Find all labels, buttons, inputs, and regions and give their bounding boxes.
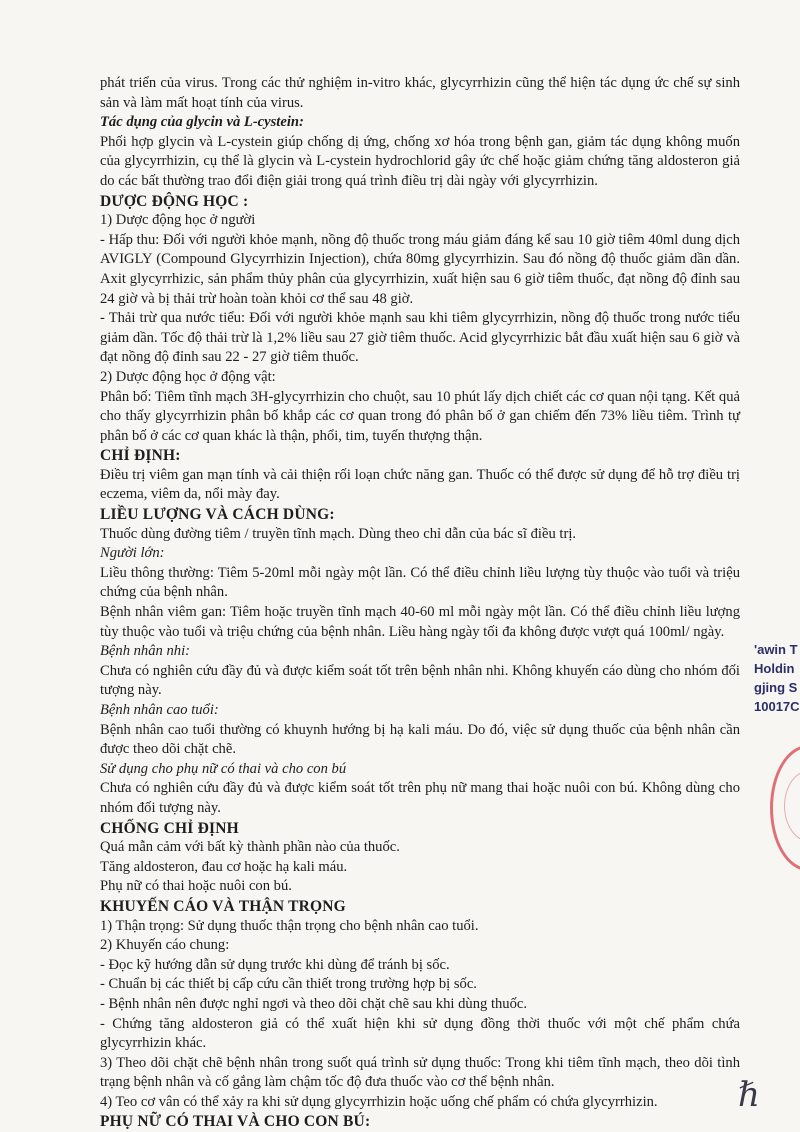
side-text-line: 10017C — [754, 699, 800, 714]
paragraph: Tăng aldosteron, đau cơ hoặc hạ kali máu. — [100, 858, 348, 875]
document-body — [100, 74, 740, 1132]
side-text-line: 'awin T — [754, 642, 798, 657]
paragraph: Điều trị viêm gan mạn tính và cải thiện rối loạn chức năng gan. Thuốc có thể được sử dụng để hỗ trợ điều trị eczema, viêm da, nổi mày đay. — [100, 466, 740, 503]
paragraph: Chưa có nghiên cứu đầy đủ và được kiểm soát tốt trên phụ nữ mang thai hoặc nuôi con bú. Không dùng cho nhóm đối tượng này. — [100, 780, 740, 816]
section-heading: DƯỢC ĐỘNG HỌC : — [100, 192, 249, 210]
paragraph: 2) Dược động học ở động vật: — [100, 368, 276, 385]
paragraph: Quá mẫn cảm với bất kỳ thành phần nào của thuốc. — [100, 839, 400, 856]
paragraph: Phối hợp glycin và L-cystein giúp chống dị ứng, chống xơ hóa trong bệnh gan, giảm tác dụng không muốn của glycyrrhizin, cụ thể là glycin và L-cystein hydrochlorid gây ức chế hoặc giảm chứng tăng aldosteron giả do các bất thường trao đổi điện giải trong quá trình điều trị dài ngày với glycyrrhizin. — [100, 133, 740, 189]
side-text-line: gjing S — [754, 680, 798, 695]
paragraph: 3) Theo dõi chặt chẽ bệnh nhân trong suốt quá trình sử dụng thuốc: Trong khi tiêm tĩnh mạch, theo dõi tình trạng bệnh nhân và cố gắng làm chậm tốc độ đưa thuốc vào cơ thể bệnh nhân. — [100, 1054, 740, 1091]
section-heading: KHUYẾN CÁO VÀ THẬN TRỌNG — [100, 897, 346, 915]
paragraph: Chưa có nghiên cứu đầy đủ và được kiểm soát tốt trên bệnh nhân nhi. Không khuyến cáo dùng cho nhóm đối tượng này. — [100, 662, 740, 699]
paragraph: - Thải trừ qua nước tiểu: Đối với người khỏe mạnh sau khi tiêm glycyrrhizin, nồng độ thuốc trong nước tiểu giảm dần. Tốc độ thải trừ là 1,2% liều sau 27 giờ tiêm thuốc. Acid glycyrrhizic bắt đầu xuất hiện sau 6 giờ và đạt nồng độ đỉnh sau 22 - 27 giờ tiêm thuốc. — [100, 310, 740, 366]
paragraph: phát triển của virus. Trong các thử nghiệm in-vitro khác, glycyrrhizin cũng thể hiện tác dụng ức chế sự sinh sản và làm mất hoạt tính của virus. — [100, 75, 740, 111]
subheading: Bệnh nhân cao tuổi: — [100, 702, 219, 718]
subheading: Sử dụng cho phụ nữ có thai và cho con bú — [100, 760, 347, 777]
subheading: Tác dụng của glycin và L-cystein: — [100, 114, 304, 131]
section-heading: LIỀU LƯỢNG VÀ CÁCH DÙNG: — [100, 506, 335, 524]
paragraph: - Hấp thu: Đối với người khỏe mạnh, nồng độ thuốc trong máu giảm đáng kể sau 10 giờ tiêm 40ml dung dịch AVIGLY (Compound Glycyrrhizin Injection), chứa 80mg glycyrrhizin. Sau đó nồng độ thuốc giảm dần dần. Axit glycyrrhizic, sản phẩm thủy phân của glycyrrhizin, xuất hiện sau 6 giờ tiêm thuốc, đạt nồng độ đỉnh sau 24 giờ và bị thải trừ hoàn toàn khỏi cơ thể sau 48 giờ. — [100, 231, 740, 307]
paragraph: - Bệnh nhân nên được nghỉ ngơi và theo dõi chặt chẽ sau khi dùng thuốc. — [100, 995, 528, 1012]
subheading: Bệnh nhân nhi: — [100, 643, 190, 660]
paragraph: Bệnh nhân viêm gan: Tiêm hoặc truyền tĩnh mạch 40-60 ml mỗi ngày một lần. Có thể điều chỉnh liều lượng tùy thuộc vào tuổi và triệu chứng của bệnh nhân. Liều hàng ngày tối đa không được vượt quá 100ml/ ngày. — [100, 604, 740, 640]
side-text-line: Holdin — [754, 661, 795, 676]
section-heading: CHỈ ĐỊNH: — [100, 447, 181, 465]
subheading: Người lớn: — [100, 545, 165, 562]
section-heading: CHỐNG CHỈ ĐỊNH — [100, 819, 239, 837]
paragraph: - Chứng tăng aldosteron giả có thể xuất hiện khi sử dụng đồng thời thuốc với một chế phẩm chứa glycyrrhizin khác. — [100, 1015, 740, 1052]
side-company-text — [754, 640, 800, 716]
paragraph: 2) Khuyến cáo chung: — [100, 937, 230, 954]
paragraph: Phụ nữ có thai hoặc nuôi con bú. — [100, 878, 292, 895]
paragraph: 1) Thận trọng: Sử dụng thuốc thận trọng cho bệnh nhân cao tuổi. — [100, 917, 479, 934]
paragraph: Phân bố: Tiêm tĩnh mạch 3H-glycyrrhizin cho chuột, sau 10 phút lấy dịch chiết các cơ quan nội tạng. Kết quả cho thấy glycyrrhizin phân bố khắp các cơ quan trong đó phân bố ở gan chiếm đến 73% liều tiêm. Trình tự phân bố ở các cơ quan khác là thận, phổi, tim, tuyến thượng thận. — [100, 388, 740, 444]
paragraph: 4) Teo cơ vân có thể xảy ra khi sử dụng glycyrrhizin hoặc uống chế phẩm có chứa glycyrrhizin. — [100, 1093, 658, 1110]
paragraph: Bệnh nhân cao tuổi thường có khuynh hướng bị hạ kali máu. Do đó, việc sử dụng thuốc của bệnh nhân cần được theo dõi chặt chẽ. — [100, 721, 740, 758]
paragraph: - Chuẩn bị các thiết bị cấp cứu cần thiết trong trường hợp bị sốc. — [100, 976, 477, 993]
paragraph: Thuốc dùng đường tiêm / truyền tĩnh mạch. Dùng theo chỉ dẫn của bác sĩ điều trị. — [100, 525, 577, 542]
paragraph: Liều thông thường: Tiêm 5-20ml mỗi ngày một lần. Có thể điều chỉnh liều lượng tùy thuộc vào tuổi và triệu chứng của bệnh nhân. — [100, 564, 740, 601]
section-heading: PHỤ NỮ CÓ THAI VÀ CHO CON BÚ: — [100, 1113, 371, 1131]
paragraph: - Đọc kỹ hướng dẫn sử dụng trước khi dùng để tránh bị sốc. — [100, 956, 450, 973]
paragraph: 1) Dược động học ở người — [100, 212, 256, 229]
signature-mark: ℏ — [738, 1075, 760, 1115]
